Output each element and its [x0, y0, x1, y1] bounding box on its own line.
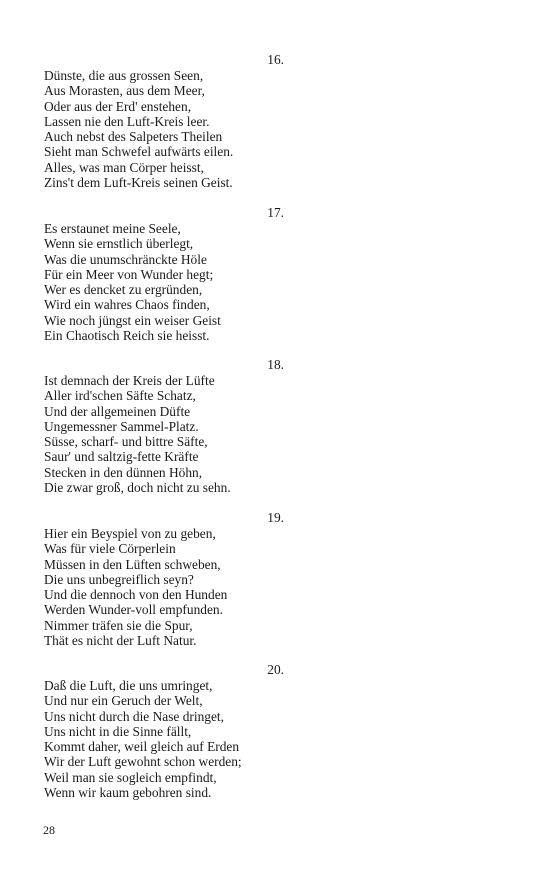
verse-line: Zins't dem Luft-Kreis seinen Geist.	[44, 174, 233, 190]
stanza-number: 16.	[267, 52, 284, 67]
verse-line: Ist demnach der Kreis der Lüfte	[44, 373, 215, 388]
verse-line: Wenn wir kaum gebohren sind.	[44, 784, 212, 800]
verse-line: Alles, was man Cörper heisst,	[44, 159, 204, 175]
verse-line: Werden Wunder-voll empfunden.	[44, 602, 223, 618]
stanza-lines	[44, 68, 284, 190]
stanza-18	[44, 357, 284, 495]
verse-line: Thät es nicht der Luft Natur.	[44, 632, 197, 648]
verse-line: Wir der Luft gewohnt schon werden;	[44, 754, 242, 770]
stanza-lines	[44, 221, 284, 343]
verse-line: Es erstaunet meine Seele,	[44, 221, 181, 236]
verse-line: Wer es dencket zu ergründen,	[44, 282, 203, 297]
verse-line: Wenn sie ernstlich überlegt,	[44, 236, 194, 252]
verse-line: Uns nicht in die Sinne fällt,	[44, 723, 192, 739]
verse-line: Ungemessner Sammel-Platz.	[44, 418, 199, 434]
verse-line: Kommt daher, weil gleich auf Erden	[44, 739, 240, 754]
stanza-lines	[44, 373, 284, 495]
verse-line: Hier ein Beyspiel von zu geben,	[44, 526, 216, 541]
verse-line: Für ein Meer von Wunder hegt;	[44, 266, 214, 282]
verse-line: Daß die Luft, die uns umringet,	[44, 678, 213, 693]
verse-line: Nimmer träfen sie die Spur,	[44, 617, 193, 633]
verse-line: Und der allgemeinen Düfte	[44, 403, 191, 419]
verse-line: Lassen nie den Luft-Kreis leer.	[44, 113, 210, 129]
verse-line: Was die unumschränckte Höle	[44, 251, 207, 267]
verse-line: Dünste, die aus grossen Seen,	[44, 68, 204, 83]
stanza-number: 20.	[267, 662, 284, 677]
stanza-lines	[44, 678, 284, 800]
verse-line: Die uns unbegreiflich seyn?	[44, 571, 194, 587]
verse-line: Uns nicht durch die Nase dringet,	[44, 708, 224, 724]
verse-line: Müssen in den Lüften schweben,	[44, 556, 221, 572]
stanza-number: 17.	[267, 205, 284, 220]
verse-line: Und nur ein Geruch der Welt,	[44, 693, 203, 709]
verse-line: Wie noch jüngst ein weiser Geist	[44, 312, 221, 328]
stanza-20	[44, 662, 284, 800]
page-number: 28	[43, 823, 55, 837]
verse-line: Aller ird'schen Säfte Schatz,	[44, 388, 196, 404]
verse-line: Oder aus der Erd' enstehen,	[44, 98, 192, 114]
verse-line: Ein Chaotisch Reich sie heisst.	[44, 327, 210, 343]
stanza-number: 19.	[267, 510, 284, 525]
verse-line: Süsse, scharf- und bittre Säfte,	[44, 434, 208, 449]
stanza-17	[44, 205, 284, 343]
verse-line: Saur' und saltzig-fette Kräfte	[44, 449, 199, 465]
verse-line: Weil man sie sogleich empfindt,	[44, 769, 217, 785]
verse-line: Stecken in den dünnen Höhn,	[44, 464, 203, 480]
stanza-19	[44, 510, 284, 648]
stanza-number: 18.	[267, 357, 284, 372]
verse-line: Sieht man Schwefel aufwärts eilen.	[44, 144, 234, 160]
stanza-16	[44, 52, 284, 190]
verse-line: Was für viele Cörperlein	[44, 541, 176, 557]
stanza-lines	[44, 526, 284, 648]
verse-line: Wird ein wahres Chaos finden,	[44, 297, 210, 313]
verse-line: Und die dennoch von den Hunden	[44, 587, 228, 602]
verse-line: Auch nebst des Salpeters Theilen	[44, 129, 223, 144]
verse-line: Die zwar groß, doch nicht zu sehn.	[44, 479, 231, 495]
verse-line: Aus Morasten, aus dem Meer,	[44, 83, 205, 99]
